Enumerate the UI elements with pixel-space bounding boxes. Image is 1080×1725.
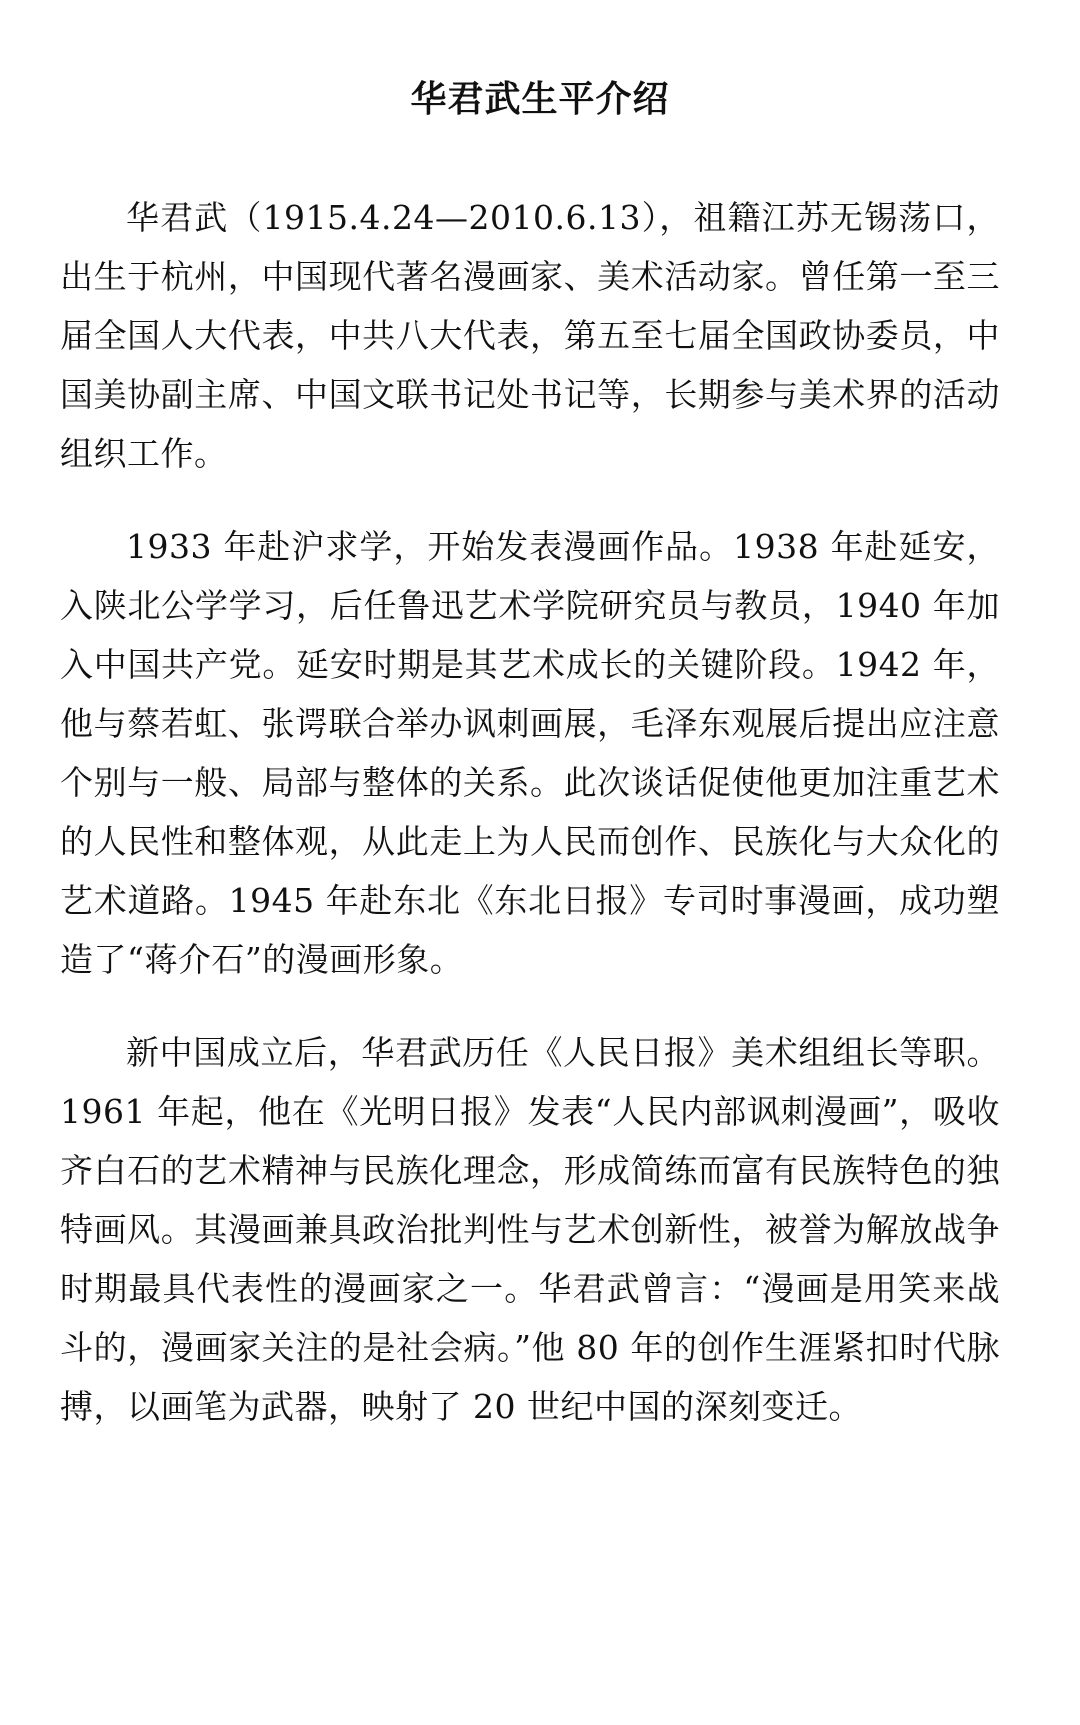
document-title: 华君武生平介绍	[410, 79, 670, 120]
paragraph-later-career: 新中国成立后，华君武历任《人民日报》美术组组长等职。1961 年起，他在《光明日报》发表“人民内部讽刺漫画”，吸收齐白石的艺术精神与民族化理念，形成简练而富有民族特色的独特画风。其漫画兼具政治批判性与艺术创新性，被誉为解放战争时期最具代表性的漫画家之一。华君武曾言：“漫画是用笑来战斗的，漫画家关注的是社会病。”他 80 年的创作生涯紧扣时代脉搏，以画笔为武器，映射了 20 世纪中国的深刻变迁。	[60, 1033, 1000, 1426]
paragraph-intro: 华君武（1915.4.24—2010.6.13），祖籍江苏无锡荡口，出生于杭州，中国现代著名漫画家、美术活动家。曾任第一至三届全国人大代表，中共八大代表，第五至七届全国政协委员，中国美协副主席、中国文联书记处书记等，长期参与美术界的活动组织工作。	[60, 198, 1000, 473]
document-body	[60, 188, 1000, 1436]
paragraph-early-career: 1933 年赴沪求学，开始发表漫画作品。1938 年赴延安，入陕北公学学习，后任鲁迅艺术学院研究员与教员，1940 年加入中国共产党。延安时期是其艺术成长的关键阶段。1942 年，他与蔡若虹、张谔联合举办讽刺画展，毛泽东观展后提出应注意个别与一般、局部与整体的关系。此次谈话促使他更加注重艺术的人民性和整体观，从此走上为人民而创作、民族化与大众化的艺术道路。1945 年赴东北《东北日报》专司时事漫画，成功塑造了“蒋介石”的漫画形象。	[60, 527, 1000, 979]
